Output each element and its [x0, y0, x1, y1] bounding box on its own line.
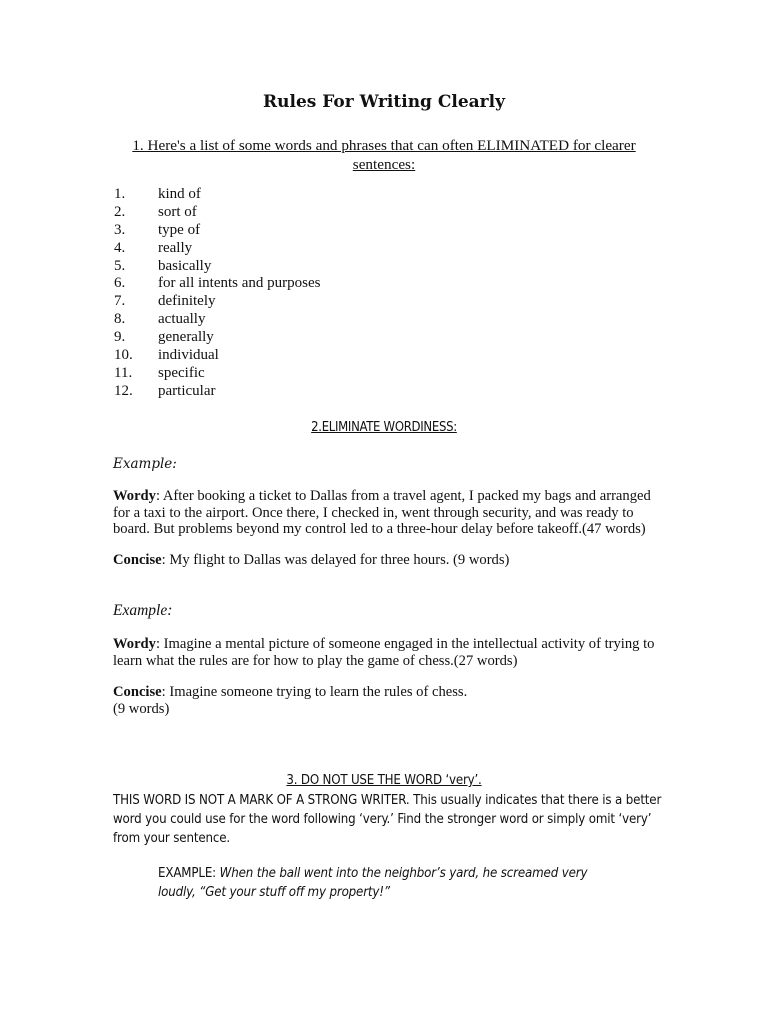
list-item-number: 12. — [114, 382, 133, 399]
section1-heading: 1. Here's a list of some words and phrases that can often ELIMINATED for clearer sentences: — [132, 137, 636, 173]
list-item — [114, 275, 320, 293]
section3-heading: 3. DO NOT USE THE WORD ‘very’. — [286, 773, 482, 788]
list-item-text: specific — [158, 364, 205, 381]
example-label: Example: — [113, 456, 177, 472]
list-item-text: type of — [158, 221, 201, 238]
section3-body: THIS WORD IS NOT A MARK OF A STRONG WRITER. This usually indicates that there is a better word you could use for the word following ‘very.’ Find the stronger word or simply omit ‘very’ from your sentence. — [113, 793, 662, 846]
concise-paragraph — [113, 684, 661, 717]
list-item-text: definitely — [158, 293, 216, 310]
eliminate-words-list — [114, 186, 320, 401]
concise-word-count: (9 words) — [113, 700, 170, 717]
concise-label: Concise — [113, 684, 162, 700]
list-item-number: 9. — [114, 329, 126, 346]
list-item-number: 4. — [114, 239, 126, 256]
wordy-paragraph — [113, 488, 661, 538]
list-item-text: kind of — [158, 186, 201, 202]
list-item-number: 8. — [114, 311, 126, 328]
example-sentence: When the ball went into the neighbor’s yard, he screamed very loudly, “Get your stuff off my property!” — [158, 866, 588, 900]
list-item-number: 6. — [114, 275, 126, 292]
list-item — [114, 258, 320, 276]
list-item — [114, 240, 320, 258]
wordy-label: Wordy — [113, 488, 156, 504]
list-item-number: 10. — [114, 347, 133, 364]
wordy-paragraph — [113, 636, 661, 669]
list-item-text: sort of — [158, 203, 197, 220]
concise-label: Concise — [113, 552, 162, 568]
concise-text: : Imagine someone trying to learn the rules of chess. — [161, 684, 468, 700]
wordy-label: Wordy — [113, 636, 156, 652]
list-item-number: 7. — [114, 293, 126, 310]
list-item — [114, 311, 320, 329]
list-item-text: for all intents and purposes — [158, 275, 321, 292]
list-item — [114, 222, 320, 240]
list-item-text: individual — [158, 347, 219, 364]
list-item-text: really — [158, 239, 193, 256]
list-item — [114, 383, 320, 401]
list-item — [114, 186, 320, 204]
list-item — [114, 293, 320, 311]
list-item-text: particular — [158, 382, 216, 399]
wordy-text: : Imagine a mental picture of someone engaged in the intellectual activity of trying to learn what the rules are for how to play the game of chess.(27 words) — [113, 636, 655, 669]
example-label: Example: — [113, 602, 173, 619]
list-item — [114, 365, 320, 383]
list-item-number: 3. — [114, 221, 126, 238]
document-title: Rules For Writing Clearly — [263, 92, 505, 112]
list-item — [114, 347, 320, 365]
section3-example — [158, 864, 628, 902]
list-item-text: generally — [158, 329, 214, 346]
concise-paragraph — [113, 552, 661, 569]
list-item-number: 11. — [114, 364, 133, 381]
list-item — [114, 329, 320, 347]
example-caps-label: EXAMPLE: — [158, 866, 220, 881]
section2-heading: 2.ELIMINATE WORDINESS: — [311, 420, 457, 435]
wordy-text: : After booking a ticket to Dallas from a travel agent, I packed my bags and arranged for a taxi to the airport. Once there, I checked in, went through security, and was ready to board. But problems beyond my control led to a three-hour delay before takeoff.(47 words) — [113, 488, 651, 537]
list-item-number: 1. — [114, 186, 126, 202]
list-item-number: 5. — [114, 257, 126, 274]
list-item-number: 2. — [114, 203, 126, 220]
list-item-text: actually — [158, 311, 206, 328]
list-item-text: basically — [158, 257, 212, 274]
list-item — [114, 204, 320, 222]
concise-text: : My flight to Dallas was delayed for three hours. (9 words) — [161, 552, 510, 568]
